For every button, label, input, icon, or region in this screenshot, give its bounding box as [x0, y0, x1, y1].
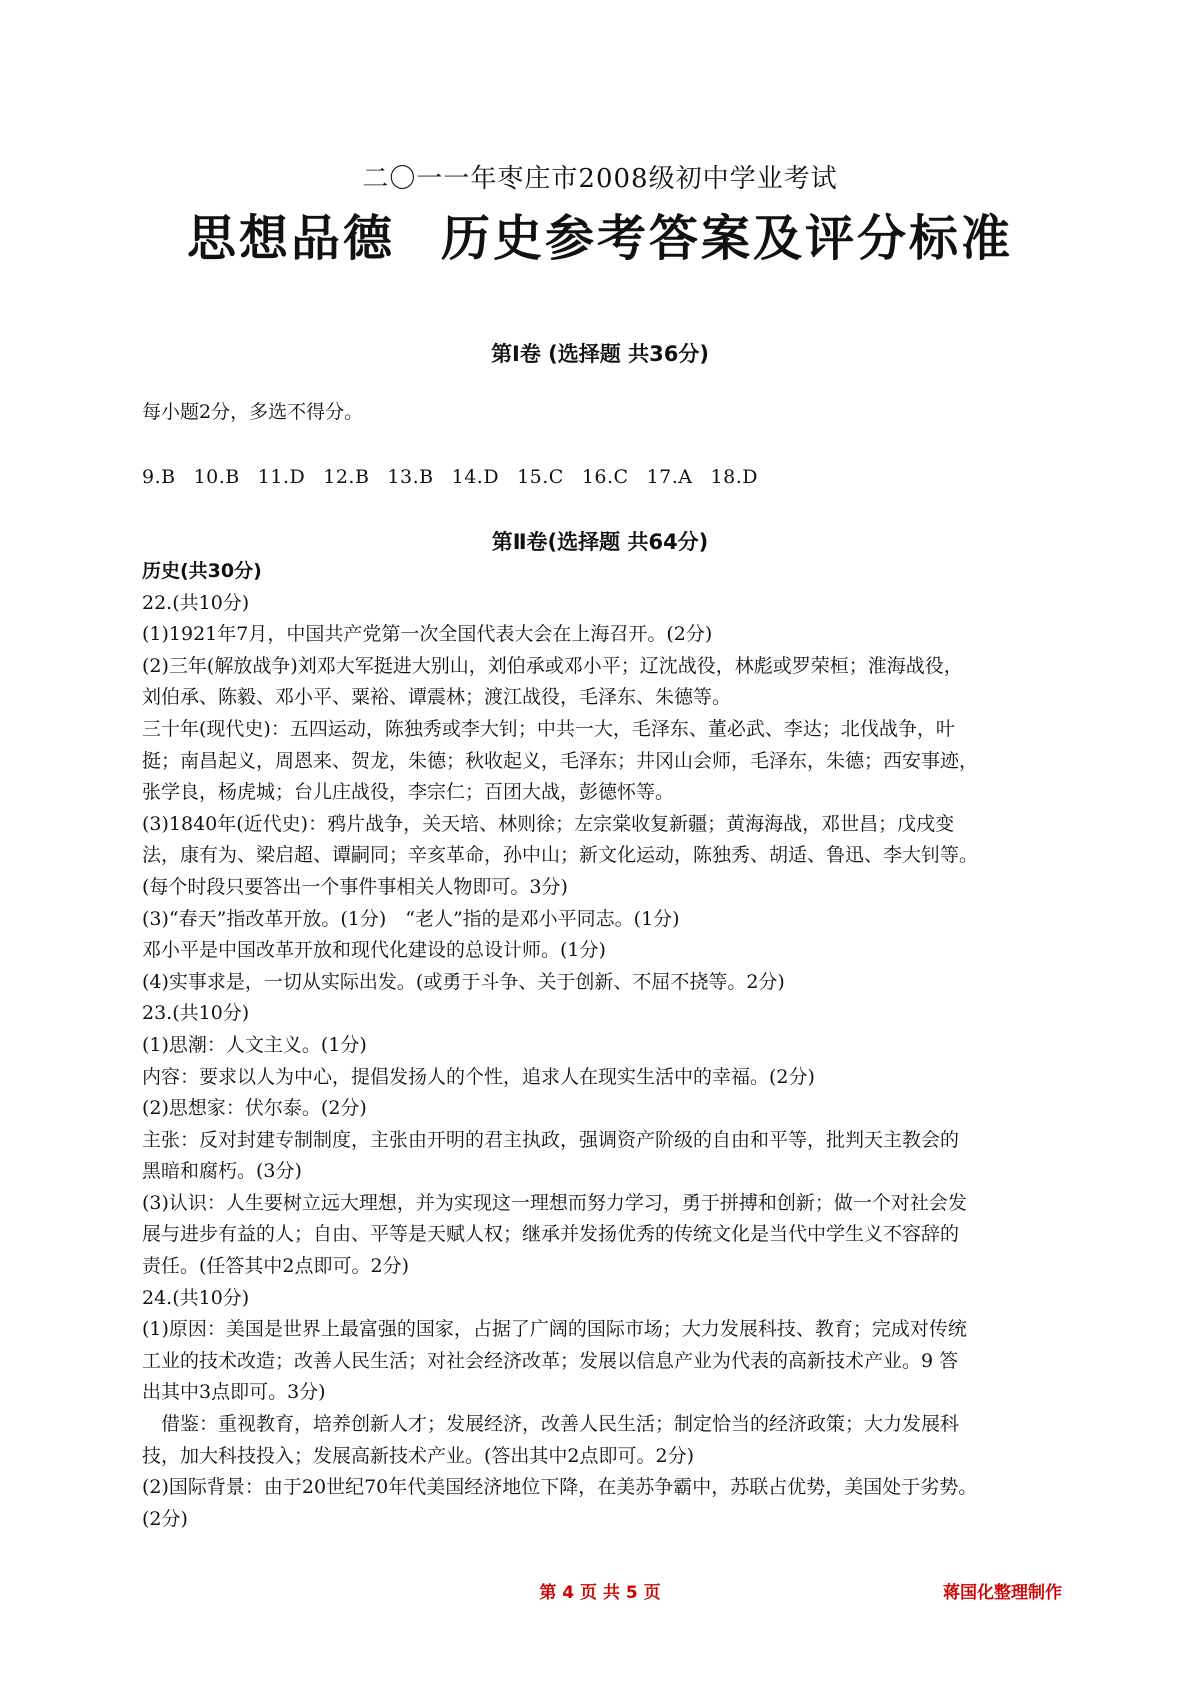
author-credit: 蒋国化整理制作 — [943, 1583, 1062, 1603]
answer-line: (3)“春天”指改革开放。(1分) “老人”指的是邓小平同志。(1分) — [142, 907, 680, 930]
answer-item: 11.D — [257, 466, 306, 488]
answer-line: 出其中3点即可。3分) — [142, 1381, 326, 1404]
choice-answers — [142, 465, 1062, 489]
answer-line: 刘伯承、陈毅、邓小平、粟裕、谭震林；渡江战役，毛泽东、朱德等。 — [142, 686, 732, 709]
answer-line: (1)1921年7月，中国共产党第一次全国代表大会在上海召开。(2分) — [142, 623, 713, 646]
answer-line: (每个时段只要答出一个事件事相关人物即可。3分) — [142, 875, 568, 898]
answer-line: 工业的技术改造；改善人民生活；对社会经济改革；发展以信息产业为代表的高新技术产业。9 答 — [142, 1349, 959, 1372]
answer-line: 法，康有为、梁启超、谭嗣同；辛亥革命，孙中山；新文化运动，陈独秀、胡适、鲁迅、李大钊等。 — [142, 844, 979, 867]
answer-line: (4)实事求是，一切从实际出发。(或勇于斗争、关于创新、不屈不挠等。2分) — [142, 970, 785, 993]
answer-line: 黑暗和腐朽。(3分) — [142, 1160, 302, 1183]
answer-line: 22.(共10分) — [142, 591, 250, 614]
subject-moral: 思想品德 — [186, 210, 395, 267]
answer-line: 责任。(任答其中2点即可。2分) — [142, 1255, 410, 1278]
answer-item: 9.B — [142, 466, 176, 488]
answer-line: (2分) — [142, 1507, 188, 1530]
document-title — [0, 200, 1200, 270]
subject-history-answer-title: 历史参考答案及评分标准 — [441, 210, 1014, 267]
answer-line: 张学良，杨虎城；台儿庄战役，李宗仁；百团大战，彭德怀等。 — [142, 781, 675, 804]
answer-line: 挺；南昌起义，周恩来、贺龙，朱德；秋收起义，毛泽东；井冈山会师，毛泽东，朱德；西安事迹， — [142, 749, 979, 772]
section2-title: 第Ⅱ卷(选择题 共64分) — [491, 530, 709, 554]
answer-line: (2)三年(解放战争)刘邓大军挺进大别山，刘伯承或邓小平；辽沈战役，林彪或罗荣桓；淮海战役， — [142, 654, 963, 677]
scoring-note: 每小题2分，多选不得分。 — [142, 401, 364, 423]
answer-item: 16.C — [581, 466, 629, 488]
answer-line: (1)思潮：人文主义。(1分) — [142, 1033, 367, 1056]
answer-line: (2)思想家：伏尔泰。(2分) — [142, 1097, 367, 1120]
answer-item: 10.B — [193, 466, 240, 488]
answer-line: (1)原因：美国是世界上最富强的国家，占据了广阔的国际市场；大力发展科技、教育；完成对传统 — [142, 1318, 967, 1341]
answer-line: 三十年(现代史)：五四运动，陈独秀或李大钊；中共一大，毛泽东、董必武、李达；北伐战争，叶 — [142, 717, 955, 740]
section1-title: 第Ⅰ卷 (选择题 共36分) — [491, 342, 709, 366]
answer-item: 18.D — [710, 466, 758, 488]
answer-item: 14.D — [451, 466, 500, 488]
answer-line: (3)认识：人生要树立远大理想，并为实现这一理想而努力学习，勇于拼搏和创新；做一个对社会发 — [142, 1191, 967, 1214]
answer-item: 15.C — [517, 466, 564, 488]
answer-item: 13.B — [387, 466, 434, 488]
answer-item: 17.A — [646, 466, 693, 488]
answer-line: 展与进步有益的人；自由、平等是天赋人权；继承并发扬优秀的传统文化是当代中学生义不容辞的 — [142, 1223, 960, 1246]
answer-line: 23.(共10分) — [142, 1002, 250, 1025]
answer-line: 内容：要求以人为中心，提倡发扬人的个性，追求人在现实生活中的幸福。(2分) — [142, 1065, 815, 1088]
answer-line: 借鉴：重视教育，培养创新人才；发展经济，改善人民生活；制定恰当的经济政策；大力发展科 — [161, 1413, 960, 1436]
answer-line: 邓小平是中国改革开放和现代化建设的总设计师。(1分) — [142, 939, 606, 962]
subject-heading: 历史(共30分) — [142, 560, 262, 582]
answer-line: (2)国际背景：由于20世纪70年代美国经济地位下降，在美苏争霸中，苏联占优势，美国处于劣势。 — [142, 1476, 978, 1499]
answer-line: 主张：反对封建专制制度，主张由开明的君主执政，强调资产阶级的自由和平等，批判天主教会的 — [142, 1128, 960, 1151]
answer-line: 24.(共10分) — [142, 1286, 250, 1309]
page-number: 第 4 页 共 5 页 — [539, 1583, 661, 1603]
answer-body — [142, 556, 1062, 1535]
answer-line: 技，加大科技投入；发展高新技术产业。(答出其中2点即可。2分) — [142, 1444, 695, 1467]
answer-line: (3)1840年(近代史)：鸦片战争，关天培、林则徐；左宗棠收复新疆；黄海海战，邓世昌；戊戌变 — [142, 812, 955, 835]
answer-item: 12.B — [323, 466, 370, 488]
exam-title: 二〇一一年枣庄市2008级初中学业考试 — [362, 164, 838, 194]
